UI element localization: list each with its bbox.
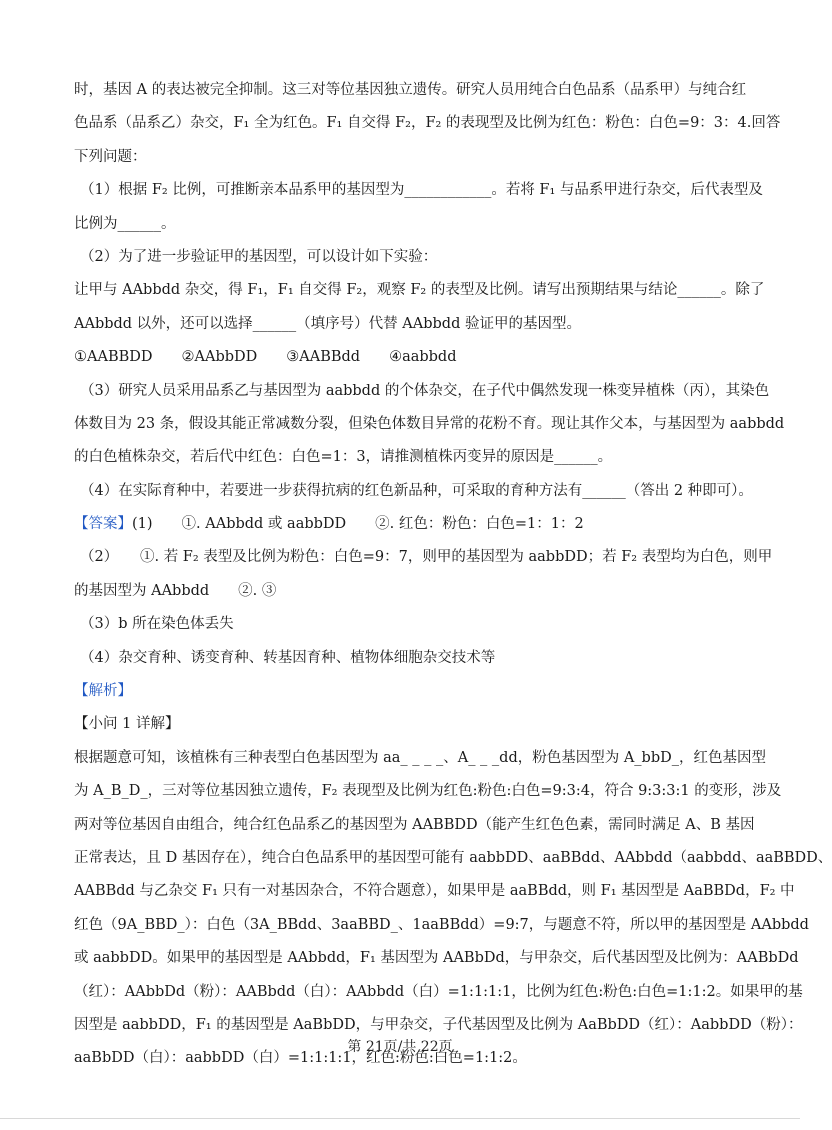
analysis-line: 正常表达，且 D 基因存在），纯合白色品系甲的基因型可能有 aabbDD、aaBBdd、AAbbdd（aabbdd、aaBBDD、 — [74, 849, 832, 866]
analysis-line: 或 aabbDD。如果甲的基因型是 AAbbdd，F₁ 基因型为 AABbDd，与甲杂交，后代基因型及比例为：AABbDd — [74, 950, 799, 967]
answer-line: 的基因型为 AAbbdd ②. ③ — [74, 582, 277, 599]
analysis-line: 两对等位基因自由组合，纯合红色品系乙的基因型为 AABBDD（能产生红色色素，需同时满足 A、B 基因 — [74, 816, 755, 833]
analysis-line: （红）：AAbbDd（粉）：AABbdd（白）：AAbbdd（白）=1:1:1:1，比例为红色:粉色:白色=1:1:2。如果甲的基 — [74, 983, 803, 1000]
answer-label: 【答案】 — [74, 516, 132, 533]
analysis-line: AABBdd 与乙杂交 F₁ 只有一对基因杂合，不符合题意），如果甲是 aaBBdd，则 F₁ 基因型是 AaBBDd，F₂ 中 — [74, 883, 795, 900]
analysis-line: 红色（9A_BBD_）：白色（3A_BBdd、3aaBBD_、1aaBBdd）=9:7，与题意不符，所以甲的基因型是 AAbbdd — [74, 916, 809, 933]
question-line: （2）为了进一步验证甲的基因型，可以设计如下实验： — [80, 248, 438, 265]
question-section — [74, 78, 785, 512]
analysis-section — [74, 679, 832, 1080]
answer-line: （3）b 所在染色体丢失 — [80, 616, 234, 633]
analysis-sub-label: 【小问 1 详解】 — [74, 716, 180, 733]
question-line: （4）在实际育种中，若要进一步获得抗病的红色新品种，可采取的育种方法有______（答出 2 种即可）。 — [80, 482, 753, 499]
answer-section — [74, 512, 773, 679]
answer-line: （4）杂交育种、诱变育种、转基因育种、植物体细胞杂交技术等 — [80, 649, 496, 666]
question-line: （3）研究人员采用品系乙与基因型为 aabbdd 的个体杂交，在子代中偶然发现一株变异植株（丙），其染色 — [80, 382, 770, 399]
question-line: 让甲与 AAbbdd 杂交，得 F₁，F₁ 自交得 F₂，观察 F₂ 的表型及比例。请写出预期结果与结论______。除了 — [74, 282, 765, 299]
answer-line: （2） ①. 若 F₂ 表型及比例为粉色：白色=9：7，则甲的基因型为 aabbDD；若 F₂ 表型均为白色，则甲 — [80, 549, 773, 566]
analysis-line: aaBbDD（白）：aabbDD（白）=1:1:1:1，红色:粉色:白色=1:1:2。 — [74, 1050, 527, 1067]
analysis-label: 【解析】 — [74, 683, 132, 700]
analysis-line: 根据题意可知，该植株有三种表型白色基因型为 aa_ _ _ _、A_ _ _dd，粉色基因型为 A_bbD_，红色基因型 — [74, 749, 766, 766]
analysis-line: 因型是 aabbDD，F₁ 的基因型是 AaBbDD，与甲杂交，子代基因型及比例为 AaBbDD（红）：AabbDD（粉）： — [74, 1016, 803, 1033]
question-line: 下列问题： — [74, 148, 147, 165]
question-line: 体数目为 23 条，假设其能正常减数分裂，但染色体数目异常的花粉不育。现让其作父本，与基因型为 aabbdd — [74, 415, 785, 432]
page-edge-divider — [0, 1118, 800, 1119]
question-line: AAbbdd 以外，还可以选择______（填序号）代替 AAbbdd 验证甲的基因型。 — [74, 315, 581, 332]
analysis-line: 为 A_B_D_，三对等位基因独立遗传，F₂ 表现型及比例为红色:粉色:白色=9:3:4，符合 9:3:3:1 的变形，涉及 — [74, 783, 782, 800]
question-line: 比例为______。 — [74, 215, 176, 232]
question-line: 色品系（品系乙）杂交，F₁ 全为红色。F₁ 自交得 F₂，F₂ 的表现型及比例为红色：粉色：白色=9：3：4.回答 — [74, 115, 781, 132]
page-number: 第 21页/共 22页 — [347, 1039, 453, 1055]
question-line: 的白色植株杂交，若后代中红色：白色=1：3，请推测植株丙变异的原因是______。 — [74, 449, 613, 466]
question-line: 时，基因 A 的表达被完全抑制。这三对等位基因独立遗传。研究人员用纯合白色品系（品系甲）与纯合红 — [74, 82, 747, 98]
answer-line: (1) ①. AAbbdd 或 aabbDD ②. 红色：粉色：白色=1：1：2 — [132, 516, 584, 533]
question-line: （1）根据 F₂ 比例，可推断亲本品系甲的基因型为____________。若将 F₁ 与品系甲进行杂交，后代表型及 — [80, 182, 763, 199]
option-list: ①AABBDD ②AAbbDD ③AABBdd ④aabbdd — [74, 349, 457, 366]
